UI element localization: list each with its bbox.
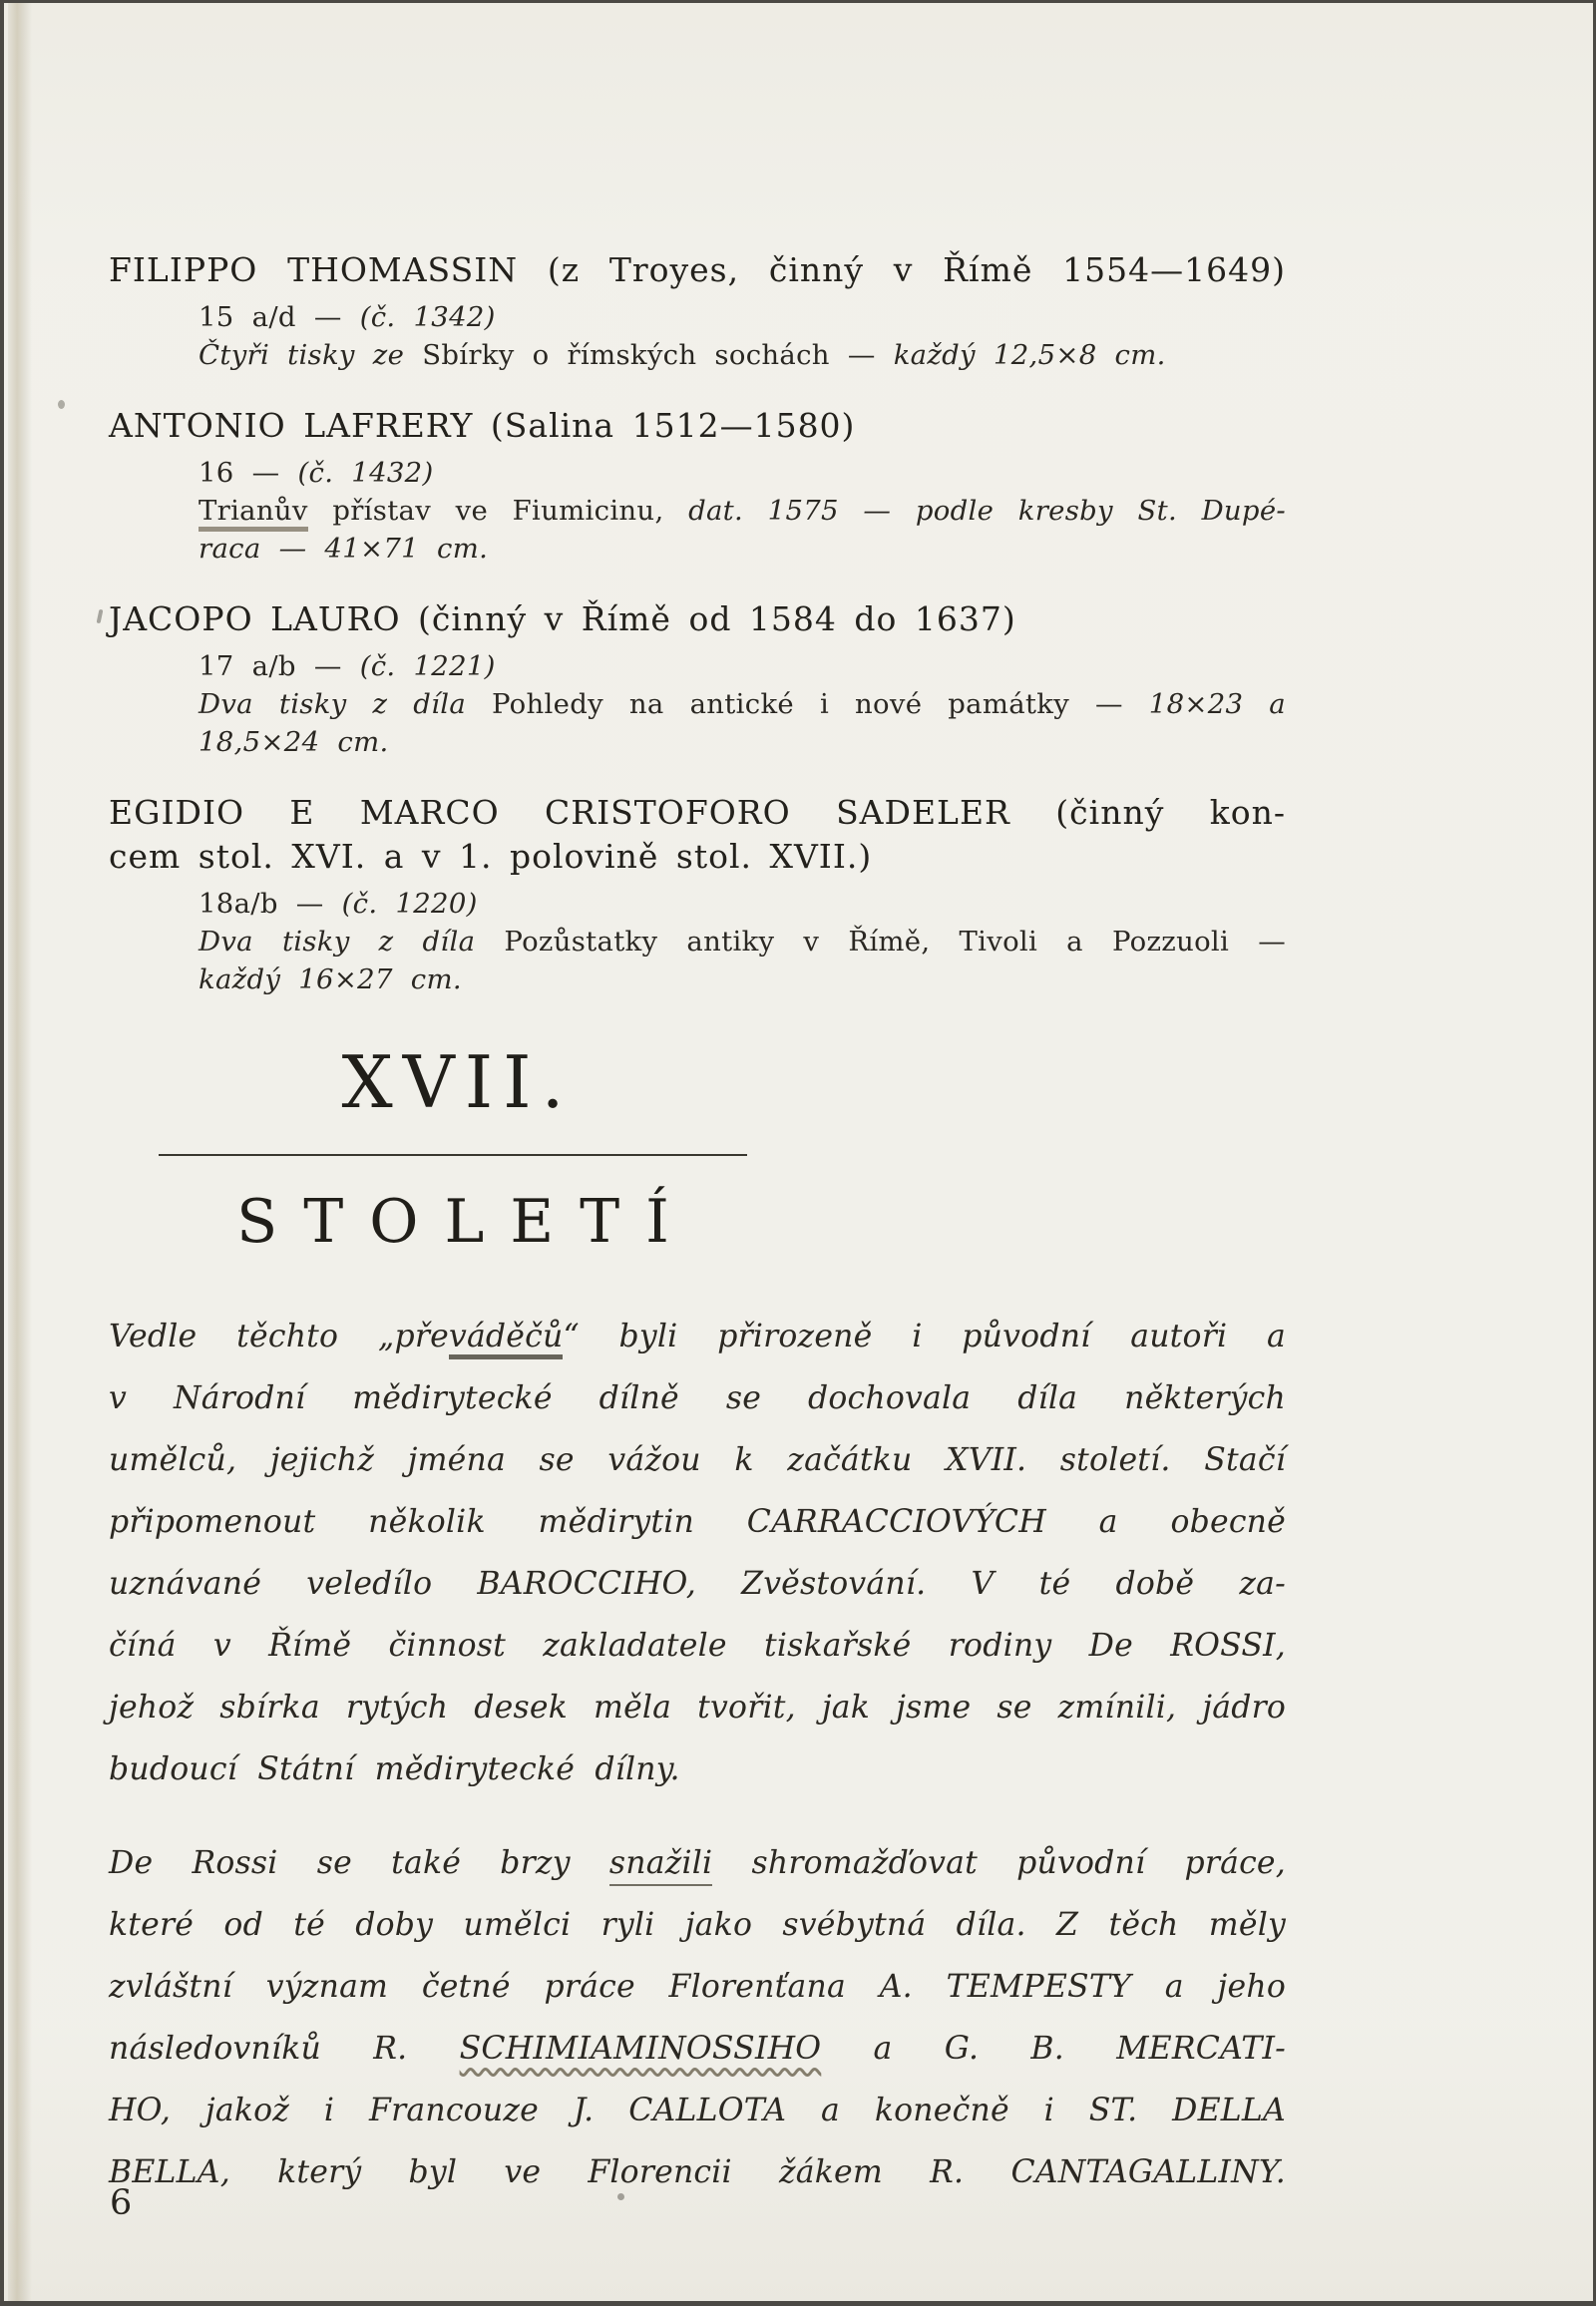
text-line bbox=[109, 2141, 1286, 2203]
entry-details bbox=[109, 454, 1286, 568]
text-segment: snažili bbox=[609, 1845, 712, 1886]
text-line bbox=[109, 1956, 1286, 2018]
body-paragraphs bbox=[109, 1306, 1286, 2203]
catalog-entry bbox=[109, 597, 1286, 761]
body-paragraph bbox=[109, 1832, 1286, 2203]
text-line bbox=[109, 404, 1286, 448]
text-segment: Pohledy na antické i nové památky — bbox=[491, 688, 1149, 720]
page-number: 6 bbox=[110, 2183, 133, 2223]
text-segment: uznávané veledílo BAROCCIHO, Zvěstování. V té době za- bbox=[109, 1566, 1286, 1602]
text-line bbox=[199, 298, 1286, 336]
text-segment: cem stol. XVI. a v 1. polovině stol. XVII.) bbox=[109, 837, 873, 876]
text-line bbox=[109, 1306, 1286, 1367]
text-segment: 17 a/b — bbox=[199, 650, 360, 682]
text-line bbox=[109, 1367, 1286, 1429]
text-line bbox=[109, 1738, 1286, 1800]
text-segment: číná v Římě činnost zakladatele tiskařské rodiny De ROSSI, bbox=[109, 1628, 1286, 1664]
text-segment: (č. 1432) bbox=[297, 457, 434, 489]
text-segment: De Rossi se také brzy bbox=[109, 1845, 609, 1881]
text-segment: raca — 41×71 cm. bbox=[199, 533, 489, 565]
text-segment: EGIDIO E MARCO CRISTOFORO SADELER (činný kon- bbox=[109, 793, 1286, 832]
text-segment: Dva tisky z díla bbox=[199, 688, 492, 720]
page-content bbox=[109, 3, 1286, 2203]
text-line bbox=[199, 885, 1286, 923]
text-line bbox=[199, 961, 1286, 998]
text-line bbox=[109, 597, 1286, 641]
entry-details bbox=[109, 885, 1286, 998]
entry-details bbox=[109, 298, 1286, 374]
catalog-entry bbox=[109, 248, 1286, 374]
catalog-entry bbox=[109, 404, 1286, 568]
text-segment: Trianův bbox=[199, 495, 308, 532]
text-line bbox=[199, 685, 1286, 723]
text-segment: umělců, jejichž jména se vážou k začátku XVII. století. Stačí bbox=[109, 1442, 1286, 1478]
text-segment: (č. 1221) bbox=[359, 650, 496, 682]
text-segment: JACOPO LAURO (činný v Římě od 1584 do 1637) bbox=[109, 599, 1016, 638]
text-segment: shromažďovat původní práce, bbox=[712, 1845, 1286, 1881]
text-line bbox=[109, 1553, 1286, 1615]
entry-heading bbox=[109, 791, 1286, 879]
entry-heading bbox=[109, 248, 1286, 292]
text-line bbox=[199, 454, 1286, 492]
text-line bbox=[199, 336, 1286, 374]
text-segment: váděčů bbox=[449, 1319, 564, 1359]
text-segment: HO, jakož i Francouze J. CALLOTA a konečně i ST. DELLA bbox=[109, 2093, 1286, 2128]
text-line bbox=[199, 923, 1286, 961]
text-line bbox=[109, 835, 1286, 879]
text-segment: budoucí Státní mědirytecké dílny. bbox=[109, 1751, 680, 1787]
text-line bbox=[109, 791, 1286, 835]
text-line bbox=[109, 1429, 1286, 1491]
text-segment: připomenout několik mědirytin CARRACCIOVÝCH a obecně bbox=[109, 1504, 1286, 1540]
catalog-entry bbox=[109, 791, 1286, 998]
text-segment: ANTONIO LAFRERY (Salina 1512—1580) bbox=[109, 406, 856, 445]
text-segment: BELLA, který byl ve Florencii žákem R. CANTAGALLINY. bbox=[109, 2154, 1286, 2190]
text-line bbox=[109, 1894, 1286, 1956]
text-segment: v Národní mědirytecké dílně se dochovala díla některých bbox=[109, 1380, 1286, 1416]
scan-artifact-dot bbox=[58, 400, 65, 409]
text-segment: Vedle těchto „pře bbox=[109, 1319, 449, 1354]
entry-heading bbox=[109, 597, 1286, 641]
text-line bbox=[109, 2080, 1286, 2141]
text-segment: následovníků R. bbox=[109, 2031, 460, 2067]
text-segment: SCHIMIAMINOSSIHO bbox=[459, 2031, 822, 2067]
text-segment: 18×23 a bbox=[1148, 688, 1286, 720]
entry-heading bbox=[109, 404, 1286, 448]
text-segment: a G. B. MERCATI- bbox=[821, 2031, 1286, 2067]
text-segment: (č. 1220) bbox=[341, 888, 478, 920]
text-segment: přístav ve Fiumicinu, bbox=[307, 495, 689, 527]
text-line bbox=[109, 1677, 1286, 1738]
text-line bbox=[109, 1491, 1286, 1553]
section-heading-numeral: XVII. bbox=[341, 1040, 575, 1124]
text-segment: Sbírky o římských sochách — bbox=[422, 339, 894, 371]
text-segment: zvláštní význam četné práce Florenťana A. TEMPESTY a jeho bbox=[109, 1969, 1286, 2005]
text-line bbox=[109, 248, 1286, 292]
text-segment: (č. 1342) bbox=[359, 301, 496, 333]
page-edge-shadow bbox=[8, 3, 32, 2301]
text-segment: FILIPPO THOMASSIN (z Troyes, činný v Římě 1554—1649) bbox=[109, 250, 1286, 289]
text-segment: Pozůstatky antiky v Římě, Tivoli a Pozzuoli — bbox=[504, 926, 1286, 958]
text-line bbox=[109, 2018, 1286, 2080]
text-segment: každý 12,5×8 cm. bbox=[893, 339, 1166, 371]
body-paragraph bbox=[109, 1306, 1286, 1800]
text-segment: Čtyři tisky ze bbox=[199, 339, 423, 371]
text-line bbox=[199, 647, 1286, 685]
text-segment: jehož sbírka rytých desek měla tvořit, jak jsme se zmínili, jádro bbox=[109, 1690, 1286, 1726]
text-segment: 16 — bbox=[199, 457, 298, 489]
text-line bbox=[109, 1832, 1286, 1894]
section-heading-rule bbox=[159, 1154, 747, 1156]
text-segment: které od té doby umělci ryli jako svébytná díla. Z těch měly bbox=[109, 1907, 1286, 1943]
text-line bbox=[199, 723, 1286, 761]
section-heading-word: STOLETÍ bbox=[236, 1187, 695, 1257]
text-segment: Dva tisky z díla bbox=[199, 926, 505, 958]
scan-artifact-mark bbox=[97, 609, 104, 624]
text-segment: 18,5×24 cm. bbox=[199, 726, 389, 758]
entry-details bbox=[109, 647, 1286, 761]
section-heading bbox=[159, 1040, 747, 1257]
text-segment: “ byli přirozeně i původní autoři a bbox=[563, 1319, 1286, 1354]
catalog-entries bbox=[109, 3, 1286, 998]
text-segment: dat. 1575 — podle kresby St. Dupé- bbox=[688, 495, 1287, 527]
text-segment: 15 a/d — bbox=[199, 301, 360, 333]
text-segment: každý 16×27 cm. bbox=[199, 963, 462, 995]
text-line bbox=[199, 492, 1286, 530]
text-line bbox=[109, 1615, 1286, 1677]
text-line bbox=[199, 530, 1286, 568]
text-segment: 18a/b — bbox=[199, 888, 342, 920]
